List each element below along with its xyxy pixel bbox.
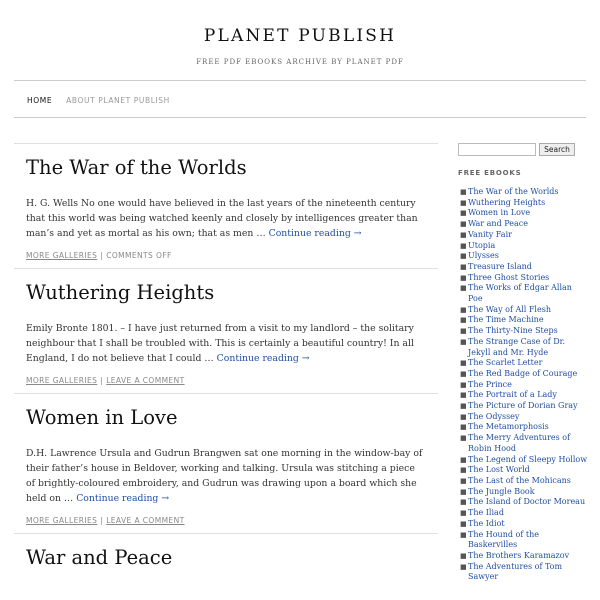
bullet-icon: ■ <box>460 434 467 443</box>
book-link[interactable]: Utopia <box>468 240 496 250</box>
nav-divider <box>14 117 586 118</box>
book-list-item[interactable] <box>458 208 588 219</box>
post-excerpt-text: Emily Bronte 1801. – I have just returned from a visit to my landlord – the solitary neighbour that I shall be troubled with. This is certainly a beautiful country! In all England, I do not believe that I could … <box>26 323 414 364</box>
book-link[interactable]: The Red Badge of Courage <box>468 368 578 378</box>
book-link[interactable]: Women in Love <box>468 208 531 218</box>
book-list-item[interactable] <box>458 198 588 209</box>
book-link[interactable]: Three Ghost Stories <box>468 272 550 282</box>
book-link[interactable]: War and Peace <box>468 219 528 229</box>
book-link[interactable]: The Way of All Flesh <box>468 304 551 314</box>
post-meta <box>26 251 426 264</box>
post <box>14 393 438 529</box>
post-title[interactable]: War and Peace <box>26 546 173 569</box>
comment-link[interactable]: LEAVE A COMMENT <box>106 376 185 385</box>
nav-item-home[interactable]: HOME <box>27 96 53 105</box>
comments-status: COMMENTS OFF <box>106 251 172 260</box>
bullet-icon: ■ <box>460 530 467 539</box>
sidebar <box>458 143 588 583</box>
bullet-icon: ■ <box>460 423 467 432</box>
nav-item-about[interactable]: ABOUT PLANET PUBLISH <box>66 96 170 105</box>
bullet-icon: ■ <box>460 252 467 261</box>
post-excerpt <box>26 446 426 506</box>
book-list-item[interactable] <box>458 530 588 551</box>
meta-separator: | <box>100 516 104 525</box>
bullet-icon: ■ <box>460 402 467 411</box>
book-link[interactable]: The Jungle Book <box>468 486 535 496</box>
book-link[interactable]: The Time Machine <box>468 315 544 325</box>
category-link[interactable]: MORE GALLERIES <box>26 376 98 385</box>
meta-separator: | <box>100 251 104 260</box>
book-list-item[interactable] <box>458 465 588 476</box>
bullet-icon: ■ <box>460 316 467 325</box>
bullet-icon: ■ <box>460 284 467 293</box>
book-link[interactable]: The Island of Doctor Moreau <box>468 497 586 507</box>
book-link[interactable]: The Strange Case of Dr. Jekyll and Mr. Hyde <box>468 336 566 357</box>
comment-link[interactable]: LEAVE A COMMENT <box>106 516 185 525</box>
search-form <box>458 143 588 156</box>
book-list-item[interactable] <box>458 337 588 358</box>
bullet-icon: ■ <box>460 220 467 229</box>
book-link[interactable]: The War of the Worlds <box>468 187 559 196</box>
continue-reading-link[interactable]: Continue reading → <box>268 228 362 239</box>
book-link[interactable]: Wuthering Heights <box>468 197 546 207</box>
meta-separator: | <box>100 376 104 385</box>
book-link[interactable]: The Scarlet Letter <box>468 358 543 368</box>
book-link[interactable]: The Brothers Karamazov <box>468 550 570 560</box>
post-meta <box>26 376 426 389</box>
book-link[interactable]: The Last of the Mohicans <box>468 475 571 485</box>
book-link[interactable]: The Prince <box>468 379 512 389</box>
book-list-item[interactable] <box>458 230 588 241</box>
bullet-icon: ■ <box>460 487 467 496</box>
site-description: FREE PDF EBOOKS ARCHIVE BY PLANET PDF <box>196 58 404 66</box>
book-list-item[interactable] <box>458 315 588 326</box>
book-list-item[interactable] <box>458 283 588 304</box>
bullet-icon: ■ <box>460 327 467 336</box>
book-list-item[interactable] <box>458 401 588 412</box>
book-list-item[interactable] <box>458 455 588 466</box>
bullet-icon: ■ <box>460 198 467 207</box>
book-list-item[interactable] <box>458 380 588 391</box>
book-list-item[interactable] <box>458 422 588 433</box>
site-title[interactable]: PLANET PUBLISH <box>203 26 397 46</box>
book-link[interactable]: The Legend of Sleepy Hollow <box>468 454 588 464</box>
book-link[interactable]: Ulysses <box>468 251 499 261</box>
book-list-item[interactable] <box>458 562 588 583</box>
bullet-icon: ■ <box>460 455 467 464</box>
book-list-item[interactable] <box>458 305 588 316</box>
bullet-icon: ■ <box>460 498 467 507</box>
post-excerpt-text: H. G. Wells No one would have believed in the last years of the nineteenth century that this world was being watched keenly and closely by intelligences greater than man’s and yet as mortal as his own; that as men … <box>26 198 418 239</box>
book-list-item[interactable] <box>458 487 588 498</box>
book-list-item[interactable] <box>458 251 588 262</box>
bullet-icon: ■ <box>460 509 467 518</box>
post-excerpt <box>26 196 426 241</box>
bullet-icon: ■ <box>460 551 467 560</box>
bullet-icon: ■ <box>460 230 467 239</box>
search-button[interactable]: Search <box>539 143 575 156</box>
book-list-item[interactable] <box>458 433 588 454</box>
post-title[interactable]: The War of the Worlds <box>26 156 247 179</box>
book-list-item[interactable] <box>458 219 588 230</box>
book-list-item[interactable] <box>458 241 588 252</box>
bullet-icon: ■ <box>460 369 467 378</box>
category-link[interactable]: MORE GALLERIES <box>26 516 98 525</box>
book-list-item[interactable] <box>458 551 588 562</box>
post-excerpt-text: D.H. Lawrence Ursula and Gudrun Brangwen sat one morning in the window-bay of their father’s house in Beldover, working and talking. Ursula was stitching a piece of brightly-coloured embroidery, and Gudrun was drawing upon a board which she held on … <box>26 448 423 504</box>
book-list-item[interactable] <box>458 476 588 487</box>
post-meta <box>26 516 426 529</box>
bullet-icon: ■ <box>460 305 467 314</box>
book-list <box>458 187 588 583</box>
book-link[interactable]: The Adventures of Tom Sawyer <box>468 561 563 582</box>
bullet-icon: ■ <box>460 241 467 250</box>
bullet-icon: ■ <box>460 412 467 421</box>
book-link[interactable]: Vanity Fair <box>468 229 512 239</box>
search-input[interactable] <box>458 143 536 156</box>
bullet-icon: ■ <box>460 359 467 368</box>
book-list-item[interactable] <box>458 390 588 401</box>
book-link[interactable]: The Hound of the Baskervilles <box>468 529 539 550</box>
book-link[interactable]: The Idiot <box>468 518 505 528</box>
book-list-item[interactable] <box>458 262 588 273</box>
post <box>14 143 438 264</box>
post-title[interactable]: Wuthering Heights <box>26 281 215 304</box>
book-link[interactable]: The Iliad <box>468 508 504 518</box>
bullet-icon: ■ <box>460 519 467 528</box>
book-link[interactable]: The Merry Adventures of Robin Hood <box>468 433 571 453</box>
book-link[interactable]: The Picture of Dorian Gray <box>468 401 578 411</box>
book-link[interactable]: Treasure Island <box>468 261 532 271</box>
bullet-icon: ■ <box>460 391 467 400</box>
book-list-item[interactable] <box>458 273 588 284</box>
bullet-icon: ■ <box>460 188 467 196</box>
post <box>14 533 438 569</box>
bullet-icon: ■ <box>460 337 467 346</box>
post <box>14 268 438 389</box>
bullet-icon: ■ <box>460 273 467 282</box>
continue-reading-link[interactable]: Continue reading → <box>216 353 310 364</box>
book-list-item[interactable] <box>458 412 588 423</box>
book-list-item[interactable] <box>458 187 588 198</box>
book-list-item[interactable] <box>458 326 588 337</box>
bullet-icon: ■ <box>460 562 467 571</box>
continue-reading-link[interactable]: Continue reading → <box>76 493 170 504</box>
bullet-icon: ■ <box>460 466 467 475</box>
book-list-item[interactable] <box>458 369 588 380</box>
bullet-icon: ■ <box>460 476 467 485</box>
book-link[interactable]: The Metamorphosis <box>468 422 549 432</box>
header-divider <box>14 80 586 81</box>
book-link[interactable]: The Portrait of a Lady <box>468 390 557 400</box>
category-link[interactable]: MORE GALLERIES <box>26 251 98 260</box>
widget-title: FREE EBOOKS <box>458 169 522 177</box>
post-title[interactable]: Women in Love <box>26 406 178 429</box>
book-link[interactable]: The Odyssey <box>468 411 520 421</box>
book-list-item[interactable] <box>458 497 588 508</box>
book-link[interactable]: The Thirty-Nine Steps <box>468 326 558 336</box>
bullet-icon: ■ <box>460 380 467 389</box>
bullet-icon: ■ <box>460 262 467 271</box>
book-list-item[interactable] <box>458 358 588 369</box>
main-navigation <box>27 96 181 105</box>
bullet-icon: ■ <box>460 209 467 218</box>
book-list-item[interactable] <box>458 519 588 530</box>
post-excerpt <box>26 321 426 366</box>
book-link[interactable]: The Lost World <box>468 465 530 475</box>
book-list-item[interactable] <box>458 508 588 519</box>
posts-list <box>14 143 438 586</box>
book-link[interactable]: The Works of Edgar Allan Poe <box>468 283 572 304</box>
